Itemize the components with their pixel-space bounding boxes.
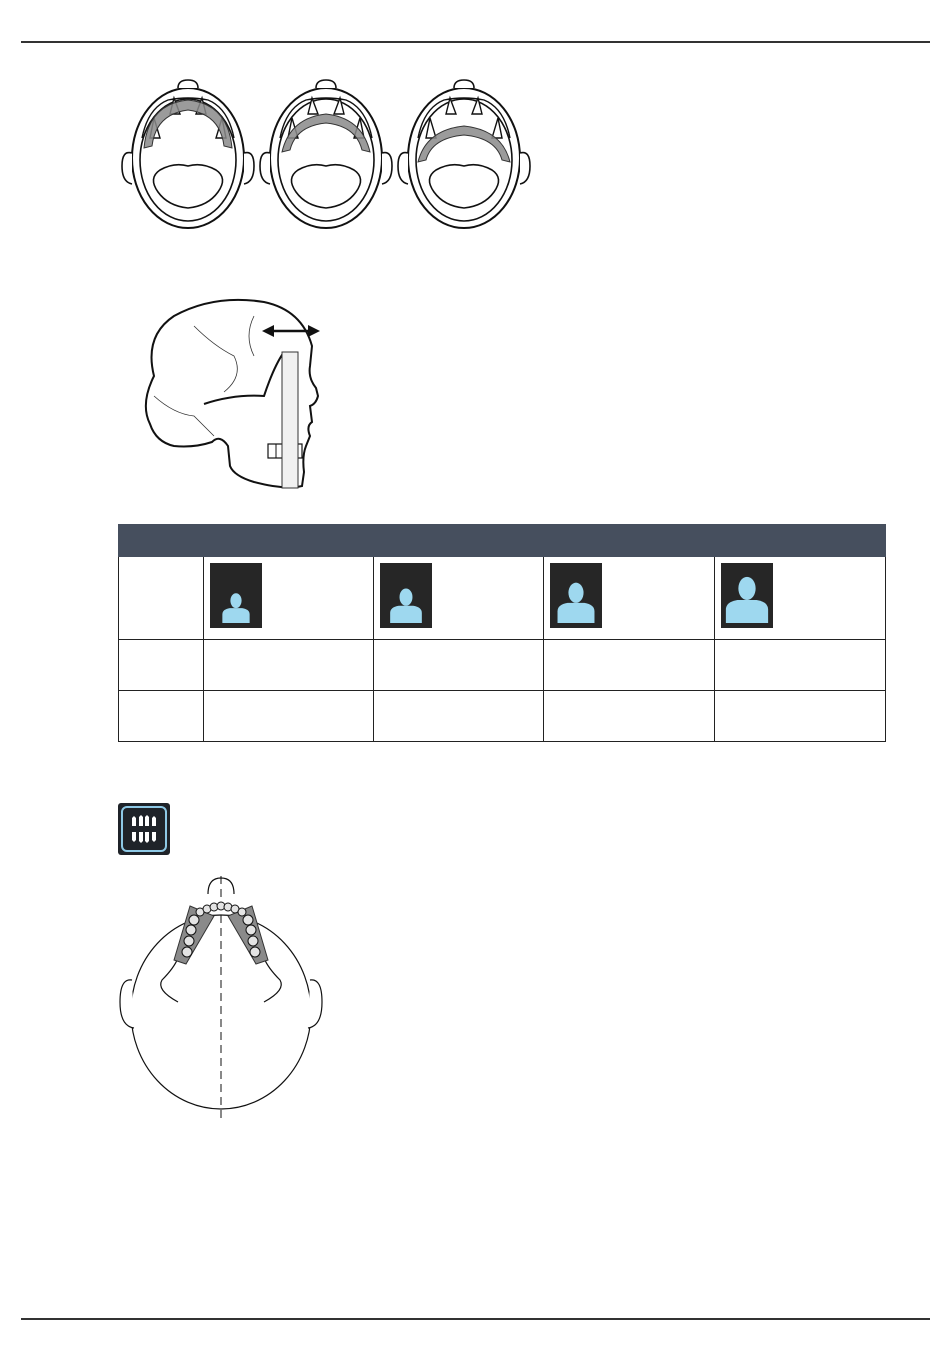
- table-cell: [374, 691, 544, 742]
- table-header-cell: [204, 525, 374, 557]
- table-header-cell: [544, 525, 715, 557]
- table-cell: [119, 557, 204, 640]
- person-body-shape: [558, 603, 595, 623]
- person-body-shape: [726, 600, 768, 623]
- table-cell: [204, 557, 374, 640]
- table-cell: [715, 640, 886, 691]
- table-cell: [544, 557, 715, 640]
- person-body-shape: [222, 608, 249, 623]
- patient-size-table: [118, 524, 886, 742]
- person-head-shape: [400, 588, 413, 605]
- table-header-row: [119, 525, 886, 557]
- table-cell: [204, 691, 374, 742]
- small-adult-patient-icon[interactable]: [380, 563, 432, 628]
- table-header-cell: [119, 525, 204, 557]
- child-patient-icon[interactable]: [210, 563, 262, 628]
- footer-rule: [21, 1318, 930, 1320]
- table-cell: [374, 640, 544, 691]
- table-header-cell: [715, 525, 886, 557]
- person-head-shape: [738, 577, 755, 600]
- dental-arch-icon: [121, 806, 167, 852]
- dental-arch-figure: [116, 872, 326, 1122]
- skull-profile-figure: [134, 296, 334, 496]
- table-cell: [119, 691, 204, 742]
- focal-layer-figures: [118, 78, 538, 236]
- person-head-shape: [230, 593, 241, 608]
- person-head-shape: [568, 583, 583, 603]
- table-cell: [544, 691, 715, 742]
- table-row: [119, 640, 886, 691]
- medium-adult-patient-icon[interactable]: [550, 563, 602, 628]
- table-cell: [374, 557, 544, 640]
- table-header-cell: [374, 525, 544, 557]
- person-silhouette-icon: [210, 563, 262, 628]
- table-row: [119, 557, 886, 640]
- table-cell: [119, 640, 204, 691]
- table-row: [119, 691, 886, 742]
- person-silhouette-icon: [380, 563, 432, 628]
- header-rule: [21, 41, 930, 43]
- person-body-shape: [390, 606, 422, 623]
- dental-arch-button[interactable]: [118, 803, 170, 855]
- large-adult-patient-icon[interactable]: [721, 563, 773, 628]
- table-cell: [715, 691, 886, 742]
- table-cell: [715, 557, 886, 640]
- person-silhouette-icon: [721, 563, 773, 628]
- table-cell: [204, 640, 374, 691]
- person-silhouette-icon: [550, 563, 602, 628]
- table-cell: [544, 640, 715, 691]
